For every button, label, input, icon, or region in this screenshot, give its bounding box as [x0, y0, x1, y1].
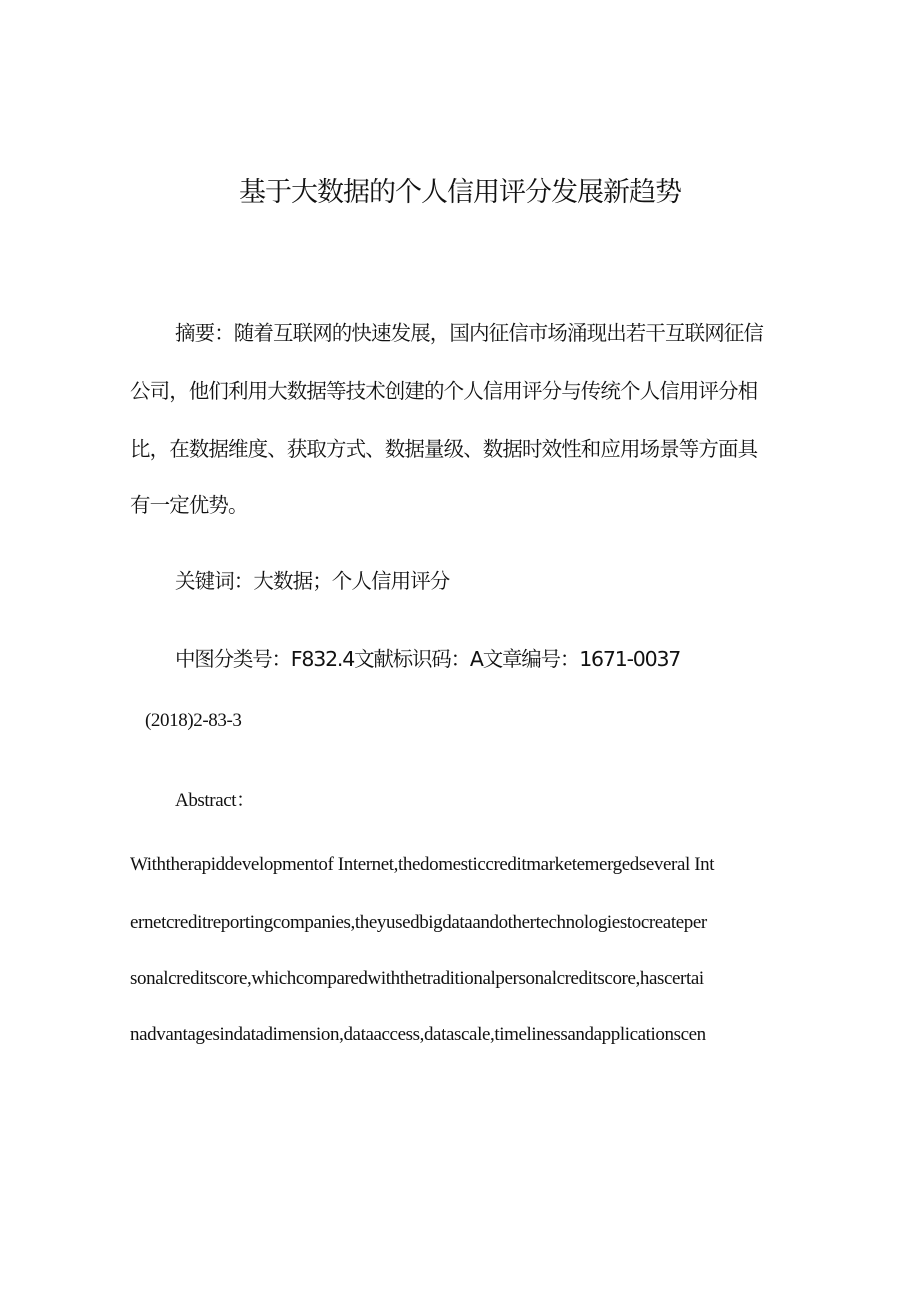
abstract-en-line: ernetcreditreportingcompanies,theyusedbigdataandothertechnologiestocreateper: [130, 912, 707, 933]
abstract-en-line: sonalcreditscore,whichcomparedwiththetraditionalpersonalcreditscore,hascertai: [130, 968, 704, 989]
classification-line: 中图分类号：F832.4文献标识码：A文章编号：1671-0037: [175, 647, 681, 671]
abstract-cn-line: 摘要：随着互联网的快速发展，国内征信市场涌现出若干互联网征信: [175, 321, 763, 345]
classification-line-continued: (2018)2-83-3: [145, 710, 242, 731]
abstract-en-line: Withtherapiddevelopmentof Internet,thedomesticcreditmarketemergedseveral Int: [130, 854, 715, 875]
keywords-line: 关键词：大数据；个人信用评分: [175, 569, 450, 593]
abstract-cn-line: 有一定优势。: [130, 493, 248, 517]
abstract-en-line: nadvantagesindatadimension,dataaccess,datascale,timelinessandapplicationscen: [130, 1024, 706, 1045]
abstract-cn-line: 比，在数据维度、获取方式、数据量级、数据时效性和应用场景等方面具: [130, 437, 758, 461]
page-title: 基于大数据的个人信用评分发展新趋势: [239, 177, 681, 208]
abstract-cn-line: 公司，他们利用大数据等技术创建的个人信用评分与传统个人信用评分相: [130, 379, 758, 403]
abstract-en-heading: Abstract：: [175, 790, 255, 811]
